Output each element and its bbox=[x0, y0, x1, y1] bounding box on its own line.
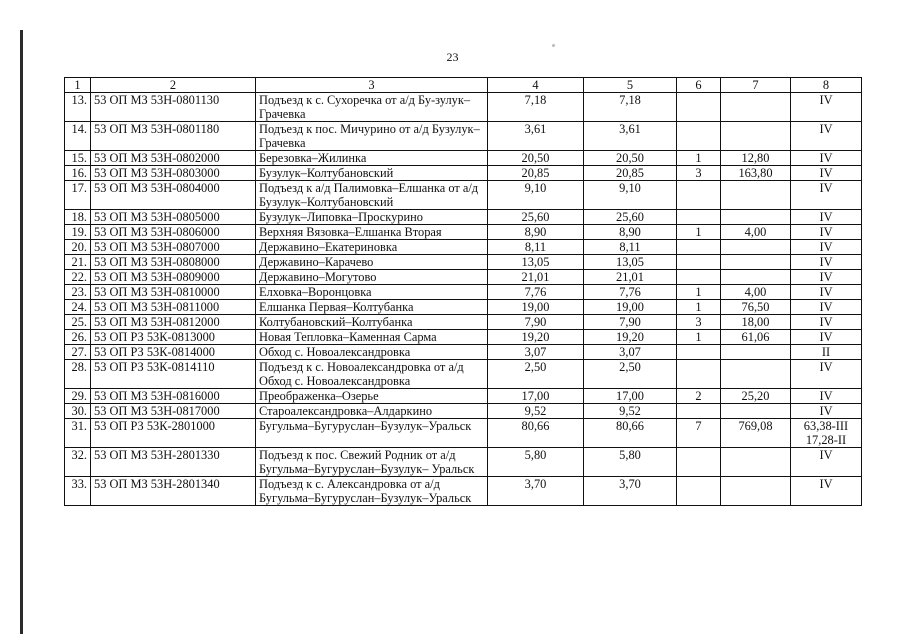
length-total: 9,10 bbox=[488, 181, 584, 210]
row-number: 20. bbox=[65, 240, 91, 255]
road-name: Новая Тепловка–Каменная Сарма bbox=[256, 330, 488, 345]
road-category: IV bbox=[791, 122, 862, 151]
length-hard-surface: 21,01 bbox=[584, 270, 677, 285]
table-row bbox=[65, 404, 862, 419]
length-total: 19,00 bbox=[488, 300, 584, 315]
bridge-length: 4,00 bbox=[721, 285, 791, 300]
bridge-count bbox=[677, 181, 721, 210]
row-number: 13. bbox=[65, 93, 91, 122]
scan-edge-line bbox=[20, 30, 23, 634]
road-code: 53 ОП РЗ 53К-0814000 bbox=[91, 345, 256, 360]
bridge-length: 61,06 bbox=[721, 330, 791, 345]
length-hard-surface: 9,52 bbox=[584, 404, 677, 419]
road-code: 53 ОП МЗ 53Н-0809000 bbox=[91, 270, 256, 285]
row-number: 23. bbox=[65, 285, 91, 300]
row-number: 24. bbox=[65, 300, 91, 315]
bridge-length: 25,20 bbox=[721, 389, 791, 404]
table-row bbox=[65, 181, 862, 210]
bridge-count bbox=[677, 93, 721, 122]
row-number: 30. bbox=[65, 404, 91, 419]
row-number: 33. bbox=[65, 477, 91, 506]
road-name: Подъезд к пос. Свежий Родник от а/д Бугульма–Бугуруслан–Бузулук– Уральск bbox=[256, 448, 488, 477]
length-hard-surface: 7,18 bbox=[584, 93, 677, 122]
road-name: Подъезд к пос. Мичурино от а/д Бузулук–Грачевка bbox=[256, 122, 488, 151]
row-number: 29. bbox=[65, 389, 91, 404]
road-category: IV bbox=[791, 330, 862, 345]
bridge-count: 3 bbox=[677, 315, 721, 330]
road-code: 53 ОП МЗ 53Н-0805000 bbox=[91, 210, 256, 225]
table-row bbox=[65, 345, 862, 360]
header-cell: 6 bbox=[677, 78, 721, 93]
bridge-count bbox=[677, 360, 721, 389]
road-name: Колтубановский–Колтубанка bbox=[256, 315, 488, 330]
bridge-count: 1 bbox=[677, 285, 721, 300]
row-number: 25. bbox=[65, 315, 91, 330]
road-category: IV bbox=[791, 315, 862, 330]
bridge-length bbox=[721, 404, 791, 419]
road-name: Обход с. Новоалександровка bbox=[256, 345, 488, 360]
bridge-count bbox=[677, 404, 721, 419]
road-code: 53 ОП МЗ 53Н-0806000 bbox=[91, 225, 256, 240]
row-number: 28. bbox=[65, 360, 91, 389]
table-row bbox=[65, 270, 862, 285]
road-category: II bbox=[791, 345, 862, 360]
table-row bbox=[65, 122, 862, 151]
bridge-length: 18,00 bbox=[721, 315, 791, 330]
table-row bbox=[65, 255, 862, 270]
road-code: 53 ОП МЗ 53Н-2801330 bbox=[91, 448, 256, 477]
row-number: 31. bbox=[65, 419, 91, 448]
row-number: 19. bbox=[65, 225, 91, 240]
length-hard-surface: 17,00 bbox=[584, 389, 677, 404]
row-number: 15. bbox=[65, 151, 91, 166]
bridge-length bbox=[721, 270, 791, 285]
road-code: 53 ОП МЗ 53Н-0803000 bbox=[91, 166, 256, 181]
length-total: 5,80 bbox=[488, 448, 584, 477]
bridge-length bbox=[721, 181, 791, 210]
bridge-length bbox=[721, 448, 791, 477]
length-total: 80,66 bbox=[488, 419, 584, 448]
header-cell: 1 bbox=[65, 78, 91, 93]
road-name: Державино–Екатериновка bbox=[256, 240, 488, 255]
table-row bbox=[65, 166, 862, 181]
road-code: 53 ОП МЗ 53Н-0817000 bbox=[91, 404, 256, 419]
table-row bbox=[65, 151, 862, 166]
bridge-count bbox=[677, 477, 721, 506]
table-row bbox=[65, 93, 862, 122]
road-name: Подъезд к с. Сухоречка от а/д Бу-зулук–Грачевка bbox=[256, 93, 488, 122]
bridge-count: 1 bbox=[677, 225, 721, 240]
length-total: 8,90 bbox=[488, 225, 584, 240]
roads-table bbox=[64, 77, 862, 506]
bridge-count bbox=[677, 448, 721, 477]
road-name: Подъезд к с. Александровка от а/д Бугульма–Бугуруслан–Бузулук–Уральск bbox=[256, 477, 488, 506]
length-hard-surface: 8,90 bbox=[584, 225, 677, 240]
road-code: 53 ОП МЗ 53Н-0812000 bbox=[91, 315, 256, 330]
row-number: 18. bbox=[65, 210, 91, 225]
road-code: 53 ОП РЗ 53К-2801000 bbox=[91, 419, 256, 448]
bridge-count: 1 bbox=[677, 300, 721, 315]
road-name: Елшанка Первая–Колтубанка bbox=[256, 300, 488, 315]
road-code: 53 ОП МЗ 53Н-0810000 bbox=[91, 285, 256, 300]
road-code: 53 ОП МЗ 53Н-0808000 bbox=[91, 255, 256, 270]
road-category: IV bbox=[791, 255, 862, 270]
row-number: 26. bbox=[65, 330, 91, 345]
bridge-length bbox=[721, 345, 791, 360]
header-cell: 2 bbox=[91, 78, 256, 93]
length-hard-surface: 5,80 bbox=[584, 448, 677, 477]
length-hard-surface: 25,60 bbox=[584, 210, 677, 225]
length-total: 7,18 bbox=[488, 93, 584, 122]
length-total: 20,50 bbox=[488, 151, 584, 166]
length-hard-surface: 3,70 bbox=[584, 477, 677, 506]
road-name: Бугульма–Бугуруслан–Бузулук–Уральск bbox=[256, 419, 488, 448]
table-row bbox=[65, 360, 862, 389]
length-total: 7,90 bbox=[488, 315, 584, 330]
road-name: Преображенка–Озерье bbox=[256, 389, 488, 404]
page-number: 23 bbox=[446, 50, 459, 64]
road-name: Верхняя Вязовка–Елшанка Вторая bbox=[256, 225, 488, 240]
table-row bbox=[65, 225, 862, 240]
length-total: 9,52 bbox=[488, 404, 584, 419]
header-cell: 4 bbox=[488, 78, 584, 93]
table-row bbox=[65, 389, 862, 404]
length-total: 8,11 bbox=[488, 240, 584, 255]
length-hard-surface: 8,11 bbox=[584, 240, 677, 255]
table-body bbox=[65, 93, 862, 506]
length-total: 2,50 bbox=[488, 360, 584, 389]
bridge-length bbox=[721, 210, 791, 225]
length-hard-surface: 13,05 bbox=[584, 255, 677, 270]
road-category: IV bbox=[791, 270, 862, 285]
road-category: IV bbox=[791, 389, 862, 404]
table-row bbox=[65, 285, 862, 300]
bridge-length: 76,50 bbox=[721, 300, 791, 315]
table-row bbox=[65, 210, 862, 225]
length-total: 19,20 bbox=[488, 330, 584, 345]
table-row bbox=[65, 240, 862, 255]
bridge-count: 3 bbox=[677, 166, 721, 181]
row-number: 14. bbox=[65, 122, 91, 151]
length-hard-surface: 80,66 bbox=[584, 419, 677, 448]
length-total: 17,00 bbox=[488, 389, 584, 404]
length-total: 25,60 bbox=[488, 210, 584, 225]
bridge-length bbox=[721, 240, 791, 255]
row-number: 22. bbox=[65, 270, 91, 285]
length-total: 3,61 bbox=[488, 122, 584, 151]
length-total: 21,01 bbox=[488, 270, 584, 285]
road-category: IV bbox=[791, 285, 862, 300]
road-category: IV bbox=[791, 210, 862, 225]
length-total: 20,85 bbox=[488, 166, 584, 181]
length-hard-surface: 20,85 bbox=[584, 166, 677, 181]
length-total: 13,05 bbox=[488, 255, 584, 270]
table-row bbox=[65, 477, 862, 506]
road-category: IV bbox=[791, 225, 862, 240]
bridge-length bbox=[721, 122, 791, 151]
bridge-length: 12,80 bbox=[721, 151, 791, 166]
road-name: Староалександровка–Алдаркино bbox=[256, 404, 488, 419]
bridge-length bbox=[721, 93, 791, 122]
length-total: 3,07 bbox=[488, 345, 584, 360]
bridge-count bbox=[677, 345, 721, 360]
road-category: IV bbox=[791, 166, 862, 181]
road-code: 53 ОП МЗ 53Н-0804000 bbox=[91, 181, 256, 210]
row-number: 27. bbox=[65, 345, 91, 360]
header-row bbox=[65, 78, 862, 93]
road-category: IV bbox=[791, 300, 862, 315]
header-cell: 7 bbox=[721, 78, 791, 93]
table-row bbox=[65, 315, 862, 330]
row-number: 32. bbox=[65, 448, 91, 477]
length-total: 7,76 bbox=[488, 285, 584, 300]
bridge-length: 769,08 bbox=[721, 419, 791, 448]
road-code: 53 ОП РЗ 53К-0814110 bbox=[91, 360, 256, 389]
bridge-count: 7 bbox=[677, 419, 721, 448]
bridge-count bbox=[677, 122, 721, 151]
road-name: Елховка–Воронцовка bbox=[256, 285, 488, 300]
length-total: 3,70 bbox=[488, 477, 584, 506]
table-row bbox=[65, 419, 862, 448]
road-category: IV bbox=[791, 448, 862, 477]
scan-speck bbox=[552, 44, 555, 47]
road-name: Державино–Могутово bbox=[256, 270, 488, 285]
road-category: IV bbox=[791, 181, 862, 210]
length-hard-surface: 19,20 bbox=[584, 330, 677, 345]
bridge-count bbox=[677, 210, 721, 225]
road-code: 53 ОП МЗ 53Н-0816000 bbox=[91, 389, 256, 404]
road-category: IV bbox=[791, 240, 862, 255]
table-row bbox=[65, 330, 862, 345]
bridge-count bbox=[677, 270, 721, 285]
road-category: IV bbox=[791, 404, 862, 419]
length-hard-surface: 19,00 bbox=[584, 300, 677, 315]
road-category: IV bbox=[791, 477, 862, 506]
road-code: 53 ОП РЗ 53К-0813000 bbox=[91, 330, 256, 345]
length-hard-surface: 2,50 bbox=[584, 360, 677, 389]
bridge-count: 1 bbox=[677, 151, 721, 166]
header-cell: 3 bbox=[256, 78, 488, 93]
length-hard-surface: 7,90 bbox=[584, 315, 677, 330]
header-cell: 8 bbox=[791, 78, 862, 93]
table-row bbox=[65, 448, 862, 477]
road-code: 53 ОП МЗ 53Н-0801180 bbox=[91, 122, 256, 151]
road-code: 53 ОП МЗ 53Н-0802000 bbox=[91, 151, 256, 166]
road-code: 53 ОП МЗ 53Н-0811000 bbox=[91, 300, 256, 315]
length-hard-surface: 9,10 bbox=[584, 181, 677, 210]
road-name: Подъезд к а/д Палимовка–Елшанка от а/д Бузулук–Колтубановский bbox=[256, 181, 488, 210]
bridge-count bbox=[677, 240, 721, 255]
bridge-count: 1 bbox=[677, 330, 721, 345]
length-hard-surface: 3,61 bbox=[584, 122, 677, 151]
bridge-length bbox=[721, 477, 791, 506]
road-name: Бузулук–Липовка–Проскурино bbox=[256, 210, 488, 225]
bridge-length: 4,00 bbox=[721, 225, 791, 240]
road-category: IV bbox=[791, 360, 862, 389]
road-name: Бузулук–Колтубановский bbox=[256, 166, 488, 181]
road-name: Березовка–Жилинка bbox=[256, 151, 488, 166]
table-row bbox=[65, 300, 862, 315]
length-hard-surface: 7,76 bbox=[584, 285, 677, 300]
road-category: IV bbox=[791, 151, 862, 166]
bridge-length bbox=[721, 255, 791, 270]
row-number: 17. bbox=[65, 181, 91, 210]
road-name: Державино–Карачево bbox=[256, 255, 488, 270]
row-number: 16. bbox=[65, 166, 91, 181]
header-cell: 5 bbox=[584, 78, 677, 93]
bridge-count bbox=[677, 255, 721, 270]
road-code: 53 ОП МЗ 53Н-0801130 bbox=[91, 93, 256, 122]
length-hard-surface: 3,07 bbox=[584, 345, 677, 360]
bridge-length: 163,80 bbox=[721, 166, 791, 181]
road-code: 53 ОП МЗ 53Н-2801340 bbox=[91, 477, 256, 506]
road-code: 53 ОП МЗ 53Н-0807000 bbox=[91, 240, 256, 255]
bridge-count: 2 bbox=[677, 389, 721, 404]
road-name: Подъезд к с. Новоалександровка от а/д Обход с. Новоалександровка bbox=[256, 360, 488, 389]
bridge-length bbox=[721, 360, 791, 389]
row-number: 21. bbox=[65, 255, 91, 270]
road-category: 63,38-III 17,28-II bbox=[791, 419, 862, 448]
length-hard-surface: 20,50 bbox=[584, 151, 677, 166]
road-category: IV bbox=[791, 93, 862, 122]
